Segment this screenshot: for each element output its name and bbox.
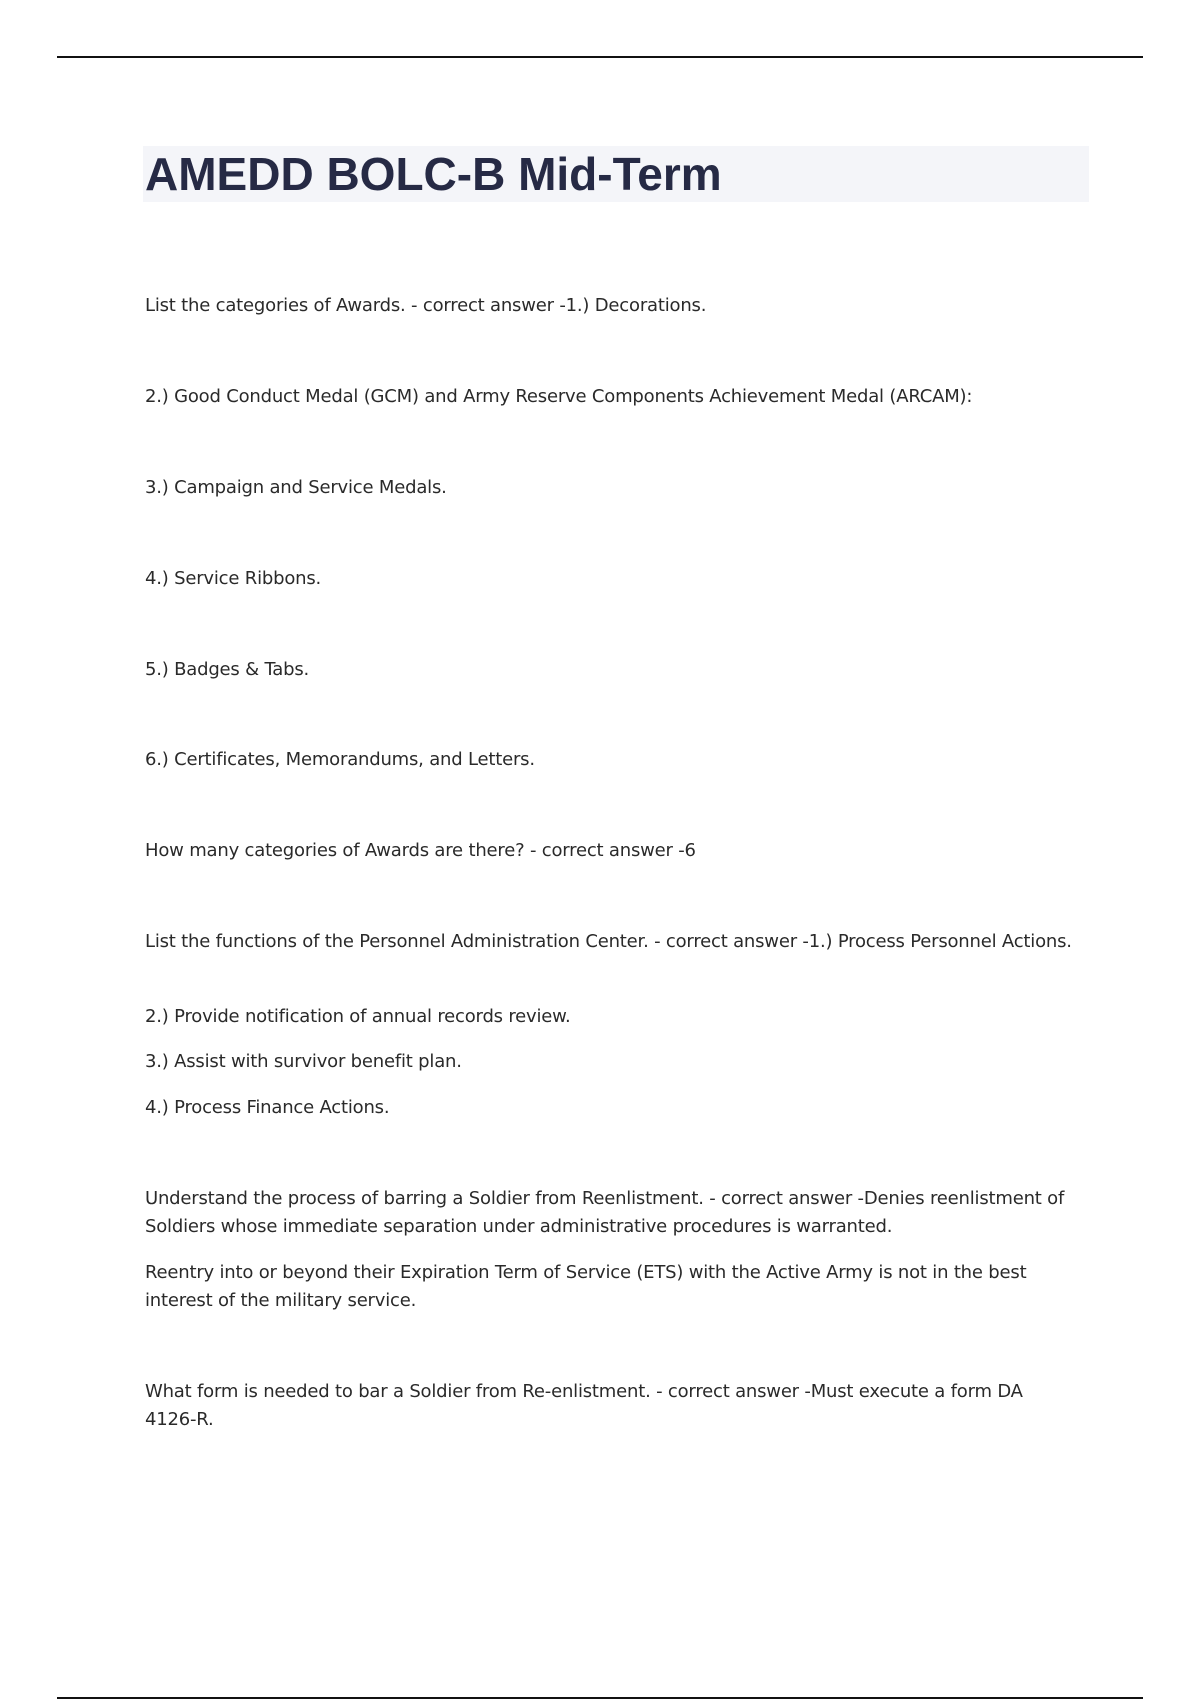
document-title: AMEDD BOLC-B Mid-Term: [145, 148, 722, 200]
paragraph-finance-actions: 4.) Process Finance Actions.: [145, 1097, 390, 1118]
bottom-rule: [57, 1697, 1143, 1699]
top-rule: [57, 56, 1143, 58]
paragraph-badges-tabs: 5.) Badges & Tabs.: [145, 659, 310, 680]
paragraph-campaign-medals: 3.) Campaign and Service Medals.: [145, 477, 447, 498]
paragraph-gcm-arcam: 2.) Good Conduct Medal (GCM) and Army Reserve Components Achievement Medal (ARCAM):: [145, 386, 973, 407]
paragraph-reentry: Reentry into or beyond their Expiration Term of Service (ETS) with the Active Army is not in the best interest of the military service.: [145, 1262, 1027, 1311]
paragraph-certificates: 6.) Certificates, Memorandums, and Letters.: [145, 749, 535, 770]
paragraph-barring-process: Understand the process of barring a Soldier from Reenlistment. - correct answer -Denies reenlistment of Soldiers whose immediate separation under administrative procedures is warranted.: [145, 1188, 1065, 1237]
paragraph-pac-functions: List the functions of the Personnel Administration Center. - correct answer -1.) Process Personnel Actions.: [145, 931, 1072, 952]
paragraph-awards-count: How many categories of Awards are there? - correct answer -6: [145, 840, 696, 861]
paragraph-survivor-benefit: 3.) Assist with survivor benefit plan.: [145, 1051, 462, 1072]
paragraph-service-ribbons: 4.) Service Ribbons.: [145, 568, 322, 589]
paragraph-awards-categories: List the categories of Awards. - correct answer -1.) Decorations.: [145, 295, 707, 316]
paragraph-records-review: 2.) Provide notification of annual records review.: [145, 1006, 571, 1027]
paragraph-form-da-4126: What form is needed to bar a Soldier from Re-enlistment. - correct answer -Must execute a form DA 4126-R.: [145, 1381, 1023, 1430]
